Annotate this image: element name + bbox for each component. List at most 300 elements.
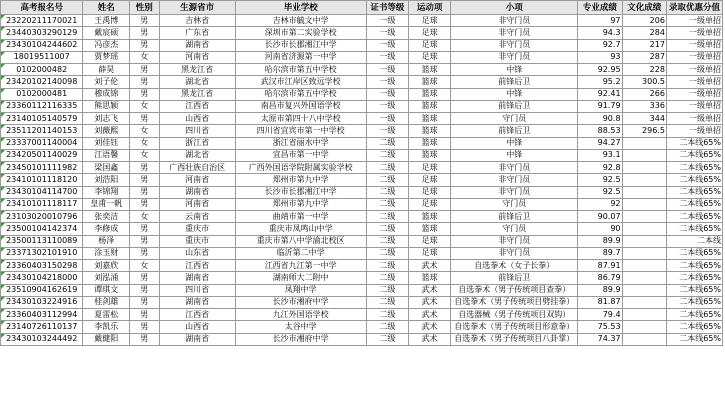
cell-name[interactable]: 皇甫一帆 [83, 198, 130, 210]
cell-cert-level[interactable]: 二级 [366, 186, 408, 198]
cell-name[interactable]: 谭琪文 [83, 284, 130, 296]
cell-pro-score[interactable]: 92.8 [578, 162, 622, 174]
cell-pro-score[interactable]: 92.5 [578, 186, 622, 198]
cell-cert-level[interactable]: 二级 [366, 284, 408, 296]
cell-cert-level[interactable]: 二级 [366, 198, 408, 210]
cell-cert-level[interactable]: 二级 [366, 309, 408, 321]
cell-pro-score[interactable]: 79.4 [578, 309, 622, 321]
cell-bonus[interactable]: 二本线65% [666, 321, 722, 333]
cell-sport[interactable]: 足球 [409, 51, 451, 63]
cell-pro-score[interactable]: 89.9 [578, 235, 622, 247]
cell-name[interactable]: 刘嘉欣 [83, 260, 130, 272]
cell-gender[interactable]: 男 [129, 174, 159, 186]
cell-culture-score[interactable] [622, 162, 666, 174]
cell-pro-score[interactable]: 91.79 [578, 100, 622, 112]
cell-school[interactable]: 浙江省丽水中学 [235, 137, 366, 149]
cell-pro-score[interactable]: 81.87 [578, 296, 622, 308]
cell-gender[interactable]: 男 [129, 198, 159, 210]
col-header-exam-id[interactable]: 高考报名号 [1, 1, 83, 15]
cell-pro-score[interactable]: 74.37 [578, 333, 622, 345]
cell-gender[interactable]: 女 [129, 260, 159, 272]
cell-exam-id[interactable]: 23430104244602 [1, 39, 83, 51]
cell-exam-id[interactable]: 23371302101910 [1, 247, 83, 259]
cell-bonus[interactable]: 二本线65% [666, 309, 722, 321]
col-header-pro-score[interactable]: 专业成绩 [578, 1, 622, 15]
cell-sport[interactable]: 武术 [409, 333, 451, 345]
cell-bonus[interactable]: 一级单招 [666, 100, 722, 112]
cell-sport[interactable]: 足球 [409, 174, 451, 186]
cell-event[interactable]: 自选拳术（男子传统项目劈挂拳） [451, 296, 578, 308]
cell-culture-score[interactable]: 217 [622, 39, 666, 51]
cell-cert-level[interactable]: 一级 [366, 27, 408, 39]
cell-event[interactable]: 非守门员 [451, 247, 578, 259]
cell-gender[interactable]: 女 [129, 100, 159, 112]
cell-cert-level[interactable]: 二级 [366, 149, 408, 161]
cell-culture-score[interactable] [622, 260, 666, 272]
cell-culture-score[interactable] [622, 137, 666, 149]
cell-culture-score[interactable] [622, 333, 666, 345]
cell-name[interactable]: 夏雷松 [83, 309, 130, 321]
cell-cert-level[interactable]: 一级 [366, 51, 408, 63]
cell-event[interactable]: 自选拳术（女子长拳） [451, 260, 578, 272]
cell-event[interactable]: 自选拳术（男子传统项目八卦掌） [451, 333, 578, 345]
cell-gender[interactable]: 男 [129, 223, 159, 235]
cell-gender[interactable]: 男 [129, 333, 159, 345]
cell-event[interactable]: 中锋 [451, 64, 578, 76]
cell-bonus[interactable]: 二本线65% [666, 174, 722, 186]
cell-province[interactable]: 河南省 [159, 51, 235, 63]
cell-culture-score[interactable]: 266 [622, 88, 666, 100]
cell-sport[interactable]: 篮球 [409, 272, 451, 284]
cell-sport[interactable]: 篮球 [409, 211, 451, 223]
cell-pro-score[interactable]: 95.2 [578, 76, 622, 88]
cell-gender[interactable]: 男 [129, 321, 159, 333]
cell-gender[interactable]: 男 [129, 162, 159, 174]
cell-bonus[interactable]: 二本线65% [666, 260, 722, 272]
cell-bonus[interactable]: 一级单招 [666, 64, 722, 76]
cell-pro-score[interactable]: 90.8 [578, 113, 622, 125]
cell-bonus[interactable]: 二本线65% [666, 186, 722, 198]
cell-pro-score[interactable]: 87.91 [578, 260, 622, 272]
col-header-bonus[interactable]: 录取优惠分值 [666, 1, 722, 15]
cell-exam-id[interactable]: 23220211170021 [1, 15, 83, 27]
cell-school[interactable]: 吉林市毓文中学 [235, 15, 366, 27]
cell-gender[interactable]: 男 [129, 39, 159, 51]
cell-gender[interactable]: 女 [129, 149, 159, 161]
cell-name[interactable]: 贾梦瑶 [83, 51, 130, 63]
cell-event[interactable]: 前锋后卫 [451, 272, 578, 284]
cell-gender[interactable]: 男 [129, 113, 159, 125]
cell-event[interactable]: 中锋 [451, 88, 578, 100]
col-header-culture-score[interactable]: 文化成绩 [622, 1, 666, 15]
cell-sport[interactable]: 篮球 [409, 100, 451, 112]
cell-culture-score[interactable]: 206 [622, 15, 666, 27]
cell-name[interactable]: 刘泓涌 [83, 272, 130, 284]
cell-cert-level[interactable]: 二级 [366, 321, 408, 333]
cell-school[interactable]: 重庆市第八中学渝北校区 [235, 235, 366, 247]
cell-school[interactable]: 深圳市第二实验学校 [235, 27, 366, 39]
cell-sport[interactable]: 武术 [409, 296, 451, 308]
col-header-sport[interactable]: 运动项 [409, 1, 451, 15]
cell-name[interactable]: 刘浩阳 [83, 174, 130, 186]
cell-name[interactable]: 梁国鑫 [83, 162, 130, 174]
cell-province[interactable]: 湖南省 [159, 186, 235, 198]
cell-culture-score[interactable] [622, 284, 666, 296]
cell-school[interactable]: 临沂第二中学 [235, 247, 366, 259]
cell-bonus[interactable]: 二本线65% [666, 211, 722, 223]
col-header-cert-level[interactable]: 证书等级 [366, 1, 408, 15]
col-header-event[interactable]: 小项 [451, 1, 578, 15]
cell-event[interactable]: 自选拳术（男子传统项目查拳） [451, 284, 578, 296]
cell-cert-level[interactable]: 一级 [366, 15, 408, 27]
cell-pro-score[interactable]: 88.53 [578, 125, 622, 137]
cell-culture-score[interactable] [622, 247, 666, 259]
cell-school[interactable]: 哈尔滨市第五中学校 [235, 64, 366, 76]
cell-bonus[interactable]: 一级单招 [666, 76, 722, 88]
cell-event[interactable]: 前锋后卫 [451, 76, 578, 88]
cell-event[interactable]: 中锋 [451, 137, 578, 149]
cell-school[interactable]: 长沙市湘府中学 [235, 296, 366, 308]
cell-gender[interactable]: 男 [129, 76, 159, 88]
cell-culture-score[interactable] [622, 321, 666, 333]
cell-sport[interactable]: 篮球 [409, 88, 451, 100]
cell-exam-id[interactable]: 23410101118120 [1, 174, 83, 186]
cell-sport[interactable]: 足球 [409, 27, 451, 39]
cell-event[interactable]: 中锋 [451, 149, 578, 161]
cell-bonus[interactable]: 二本线 [666, 235, 722, 247]
cell-province[interactable]: 江西省 [159, 260, 235, 272]
cell-province[interactable]: 山西省 [159, 321, 235, 333]
cell-cert-level[interactable]: 一级 [366, 100, 408, 112]
cell-exam-id[interactable]: 23103020010796 [1, 211, 83, 223]
cell-gender[interactable]: 男 [129, 64, 159, 76]
cell-province[interactable]: 浙江省 [159, 137, 235, 149]
cell-cert-level[interactable]: 二级 [366, 235, 408, 247]
cell-bonus[interactable]: 二本线65% [666, 333, 722, 345]
cell-province[interactable]: 山东省 [159, 247, 235, 259]
cell-school[interactable]: 郑州市第九中学 [235, 198, 366, 210]
cell-province[interactable]: 山西省 [159, 113, 235, 125]
cell-province[interactable]: 黑龙江省 [159, 64, 235, 76]
cell-name[interactable]: 冯彦杰 [83, 39, 130, 51]
cell-gender[interactable]: 男 [129, 27, 159, 39]
cell-exam-id[interactable]: 23360403112994 [1, 309, 83, 321]
cell-event[interactable]: 前锋后卫 [451, 125, 578, 137]
cell-gender[interactable]: 女 [129, 137, 159, 149]
cell-bonus[interactable]: 一级单招 [666, 39, 722, 51]
cell-sport[interactable]: 篮球 [409, 125, 451, 137]
cell-school[interactable]: 太原市第四十八中学校 [235, 113, 366, 125]
cell-culture-score[interactable]: 336 [622, 100, 666, 112]
cell-school[interactable]: 四川省宜宾市第一中学校 [235, 125, 366, 137]
cell-gender[interactable]: 男 [129, 309, 159, 321]
cell-gender[interactable]: 女 [129, 51, 159, 63]
cell-province[interactable]: 河南省 [159, 174, 235, 186]
cell-pro-score[interactable]: 94.27 [578, 137, 622, 149]
cell-school[interactable]: 哈尔滨市第五中学校 [235, 88, 366, 100]
cell-sport[interactable]: 篮球 [409, 64, 451, 76]
cell-school[interactable]: 凤翔中学 [235, 284, 366, 296]
cell-exam-id[interactable]: 23420501140029 [1, 149, 83, 161]
cell-gender[interactable]: 男 [129, 247, 159, 259]
cell-event[interactable]: 非守门员 [451, 174, 578, 186]
cell-culture-score[interactable] [622, 235, 666, 247]
cell-exam-id[interactable]: 0102000482 [1, 64, 83, 76]
cell-pro-score[interactable]: 92 [578, 198, 622, 210]
cell-school[interactable]: 长沙市湘府中学 [235, 333, 366, 345]
cell-cert-level[interactable]: 一级 [366, 88, 408, 100]
cell-pro-score[interactable]: 94.3 [578, 27, 622, 39]
cell-gender[interactable]: 男 [129, 88, 159, 100]
cell-culture-score[interactable] [622, 272, 666, 284]
cell-culture-score[interactable]: 296.5 [622, 125, 666, 137]
cell-name[interactable]: 薛昊 [83, 64, 130, 76]
cell-sport[interactable]: 武术 [409, 321, 451, 333]
cell-name[interactable]: 杨泽 [83, 235, 130, 247]
cell-school[interactable]: 河南省济源第一中学 [235, 51, 366, 63]
cell-school[interactable]: 郑州市第九中学 [235, 174, 366, 186]
cell-exam-id[interactable]: 23500104142374 [1, 223, 83, 235]
cell-school[interactable]: 长沙市长郡湘江中学 [235, 39, 366, 51]
cell-name[interactable]: 刘子伦 [83, 76, 130, 88]
cell-culture-score[interactable] [622, 211, 666, 223]
cell-bonus[interactable]: 二本线65% [666, 272, 722, 284]
cell-province[interactable]: 四川省 [159, 284, 235, 296]
cell-cert-level[interactable]: 一级 [366, 39, 408, 51]
cell-name[interactable]: 涂玉财 [83, 247, 130, 259]
cell-sport[interactable]: 篮球 [409, 137, 451, 149]
cell-province[interactable]: 河南省 [159, 198, 235, 210]
cell-event[interactable]: 前锋后卫 [451, 100, 578, 112]
cell-gender[interactable]: 男 [129, 186, 159, 198]
cell-event[interactable]: 非守门员 [451, 27, 578, 39]
cell-province[interactable]: 湖南省 [159, 296, 235, 308]
cell-school[interactable]: 九江外国语学校 [235, 309, 366, 321]
cell-event[interactable]: 前锋后卫 [451, 211, 578, 223]
cell-pro-score[interactable]: 92.95 [578, 64, 622, 76]
cell-sport[interactable]: 足球 [409, 162, 451, 174]
cell-exam-id[interactable]: 18019511007 [1, 51, 83, 63]
cell-name[interactable]: 穆成锦 [83, 88, 130, 100]
cell-culture-score[interactable]: 300.5 [622, 76, 666, 88]
cell-name[interactable]: 李锦翔 [83, 186, 130, 198]
cell-school[interactable]: 曲靖市第一中学 [235, 211, 366, 223]
cell-sport[interactable]: 篮球 [409, 149, 451, 161]
cell-exam-id[interactable]: 23140726110137 [1, 321, 83, 333]
cell-name[interactable]: 戴健阳 [83, 333, 130, 345]
cell-name[interactable]: 李修成 [83, 223, 130, 235]
cell-cert-level[interactable]: 二级 [366, 211, 408, 223]
cell-name[interactable]: 王禹博 [83, 15, 130, 27]
cell-exam-id[interactable]: 0102000481 [1, 88, 83, 100]
cell-sport[interactable]: 武术 [409, 309, 451, 321]
cell-name[interactable]: 江语馨 [83, 149, 130, 161]
cell-name[interactable]: 戴宸硕 [83, 27, 130, 39]
cell-pro-score[interactable]: 75.53 [578, 321, 622, 333]
cell-cert-level[interactable]: 二级 [366, 162, 408, 174]
cell-bonus[interactable]: 一级单招 [666, 51, 722, 63]
cell-pro-score[interactable]: 90.07 [578, 211, 622, 223]
cell-culture-score[interactable] [622, 309, 666, 321]
cell-sport[interactable]: 足球 [409, 186, 451, 198]
cell-pro-score[interactable]: 92.5 [578, 174, 622, 186]
cell-sport[interactable]: 篮球 [409, 113, 451, 125]
cell-event[interactable]: 非守门员 [451, 235, 578, 247]
cell-cert-level[interactable]: 二级 [366, 174, 408, 186]
cell-gender[interactable]: 男 [129, 235, 159, 247]
cell-sport[interactable]: 篮球 [409, 76, 451, 88]
cell-cert-level[interactable]: 一级 [366, 64, 408, 76]
cell-sport[interactable]: 武术 [409, 284, 451, 296]
cell-school[interactable]: 宜昌市第一中学 [235, 149, 366, 161]
cell-gender[interactable]: 男 [129, 272, 159, 284]
cell-gender[interactable]: 男 [129, 15, 159, 27]
cell-exam-id[interactable]: 23450101111982 [1, 162, 83, 174]
cell-province[interactable]: 湖北省 [159, 76, 235, 88]
cell-cert-level[interactable]: 二级 [366, 247, 408, 259]
cell-school[interactable]: 江西省九江第一中学 [235, 260, 366, 272]
cell-exam-id[interactable]: 23510904162619 [1, 284, 83, 296]
cell-province[interactable]: 黑龙江省 [159, 88, 235, 100]
cell-exam-id[interactable]: 23360403150298 [1, 260, 83, 272]
cell-name[interactable]: 刘佳钰 [83, 137, 130, 149]
cell-event[interactable]: 守门员 [451, 198, 578, 210]
cell-sport[interactable]: 篮球 [409, 223, 451, 235]
cell-exam-id[interactable]: 23500113110089 [1, 235, 83, 247]
cell-exam-id[interactable]: 23430103224916 [1, 296, 83, 308]
cell-province[interactable]: 吉林省 [159, 15, 235, 27]
cell-school[interactable]: 广西外国语学院附属实验学校 [235, 162, 366, 174]
cell-name[interactable]: 刘薇熙 [83, 125, 130, 137]
cell-province[interactable]: 广西壮族自治区 [159, 162, 235, 174]
cell-culture-score[interactable] [622, 296, 666, 308]
cell-sport[interactable]: 足球 [409, 235, 451, 247]
cell-culture-score[interactable]: 228 [622, 64, 666, 76]
cell-cert-level[interactable]: 二级 [366, 296, 408, 308]
cell-gender[interactable]: 男 [129, 284, 159, 296]
cell-province[interactable]: 江西省 [159, 100, 235, 112]
cell-pro-score[interactable]: 92.7 [578, 39, 622, 51]
cell-pro-score[interactable]: 89.7 [578, 247, 622, 259]
cell-culture-score[interactable]: 284 [622, 27, 666, 39]
cell-cert-level[interactable]: 二级 [366, 260, 408, 272]
cell-event[interactable]: 非守门员 [451, 15, 578, 27]
cell-bonus[interactable]: 二本线65% [666, 296, 722, 308]
cell-culture-score[interactable] [622, 174, 666, 186]
cell-exam-id[interactable]: 23410101118117 [1, 198, 83, 210]
cell-bonus[interactable]: 二本线65% [666, 247, 722, 259]
cell-exam-id[interactable]: 23140105140579 [1, 113, 83, 125]
cell-province[interactable]: 重庆市 [159, 223, 235, 235]
cell-pro-score[interactable]: 93 [578, 51, 622, 63]
cell-name[interactable]: 李凯乐 [83, 321, 130, 333]
cell-sport[interactable]: 足球 [409, 198, 451, 210]
cell-exam-id[interactable]: 23360112116335 [1, 100, 83, 112]
cell-culture-score[interactable] [622, 198, 666, 210]
cell-pro-score[interactable]: 93.1 [578, 149, 622, 161]
cell-event[interactable]: 自选器械（男子传统项目双钩） [451, 309, 578, 321]
cell-pro-score[interactable]: 90 [578, 223, 622, 235]
cell-event[interactable]: 守门员 [451, 113, 578, 125]
cell-gender[interactable]: 男 [129, 296, 159, 308]
cell-culture-score[interactable] [622, 186, 666, 198]
cell-province[interactable]: 湖南省 [159, 39, 235, 51]
cell-exam-id[interactable]: 23440303290129 [1, 27, 83, 39]
cell-province[interactable]: 四川省 [159, 125, 235, 137]
cell-province[interactable]: 湖北省 [159, 149, 235, 161]
cell-gender[interactable]: 女 [129, 211, 159, 223]
cell-school[interactable]: 湖南师大二附中 [235, 272, 366, 284]
cell-name[interactable]: 张奕洁 [83, 211, 130, 223]
cell-bonus[interactable]: 一级单招 [666, 15, 722, 27]
cell-pro-score[interactable]: 92.41 [578, 88, 622, 100]
cell-pro-score[interactable]: 86.79 [578, 272, 622, 284]
cell-exam-id[interactable]: 23430104218000 [1, 272, 83, 284]
cell-bonus[interactable]: 一级单招 [666, 125, 722, 137]
cell-province[interactable]: 云南省 [159, 211, 235, 223]
cell-exam-id[interactable]: 23511201140153 [1, 125, 83, 137]
col-header-gender[interactable]: 性别 [129, 1, 159, 15]
cell-bonus[interactable]: 二本线65% [666, 149, 722, 161]
cell-sport[interactable]: 足球 [409, 247, 451, 259]
cell-bonus[interactable]: 二本线65% [666, 137, 722, 149]
cell-culture-score[interactable] [622, 223, 666, 235]
cell-exam-id[interactable]: 23430103244492 [1, 333, 83, 345]
cell-cert-level[interactable]: 一级 [366, 125, 408, 137]
cell-exam-id[interactable]: 23430104114700 [1, 186, 83, 198]
cell-event[interactable]: 守门员 [451, 223, 578, 235]
cell-bonus[interactable]: 二本线65% [666, 198, 722, 210]
cell-culture-score[interactable]: 344 [622, 113, 666, 125]
cell-exam-id[interactable]: 23337001140004 [1, 137, 83, 149]
cell-event[interactable]: 非守门员 [451, 162, 578, 174]
cell-culture-score[interactable] [622, 149, 666, 161]
col-header-province[interactable]: 生源省市 [159, 1, 235, 15]
cell-pro-score[interactable]: 89.9 [578, 284, 622, 296]
cell-event[interactable]: 非守门员 [451, 51, 578, 63]
cell-event[interactable]: 自选拳术（男子传统项目形意拳） [451, 321, 578, 333]
cell-cert-level[interactable]: 二级 [366, 333, 408, 345]
cell-school[interactable]: 太谷中学 [235, 321, 366, 333]
cell-cert-level[interactable]: 一级 [366, 113, 408, 125]
cell-sport[interactable]: 足球 [409, 39, 451, 51]
cell-school[interactable]: 重庆市凤鸣山中学 [235, 223, 366, 235]
cell-event[interactable]: 非守门员 [451, 186, 578, 198]
cell-province[interactable]: 湖南省 [159, 272, 235, 284]
cell-school[interactable]: 武汉市江岸区致远学校 [235, 76, 366, 88]
cell-province[interactable]: 广东省 [159, 27, 235, 39]
cell-sport[interactable]: 武术 [409, 260, 451, 272]
cell-sport[interactable]: 足球 [409, 15, 451, 27]
cell-province[interactable]: 江西省 [159, 309, 235, 321]
cell-bonus[interactable]: 二本线65% [666, 162, 722, 174]
cell-culture-score[interactable]: 287 [622, 51, 666, 63]
cell-exam-id[interactable]: 23420102140098 [1, 76, 83, 88]
cell-bonus[interactable]: 一级单招 [666, 27, 722, 39]
cell-cert-level[interactable]: 二级 [366, 137, 408, 149]
cell-province[interactable]: 重庆市 [159, 235, 235, 247]
cell-school[interactable]: 长沙市长郡湘江中学 [235, 186, 366, 198]
col-header-name[interactable]: 姓名 [83, 1, 130, 15]
cell-pro-score[interactable]: 97 [578, 15, 622, 27]
cell-bonus[interactable]: 一级单招 [666, 113, 722, 125]
cell-gender[interactable]: 女 [129, 125, 159, 137]
cell-bonus[interactable]: 二本线65% [666, 223, 722, 235]
cell-name[interactable]: 桂剑雄 [83, 296, 130, 308]
cell-name[interactable]: 熊思颖 [83, 100, 130, 112]
cell-province[interactable]: 湖南省 [159, 333, 235, 345]
cell-school[interactable]: 南昌市复兴外国语学校 [235, 100, 366, 112]
